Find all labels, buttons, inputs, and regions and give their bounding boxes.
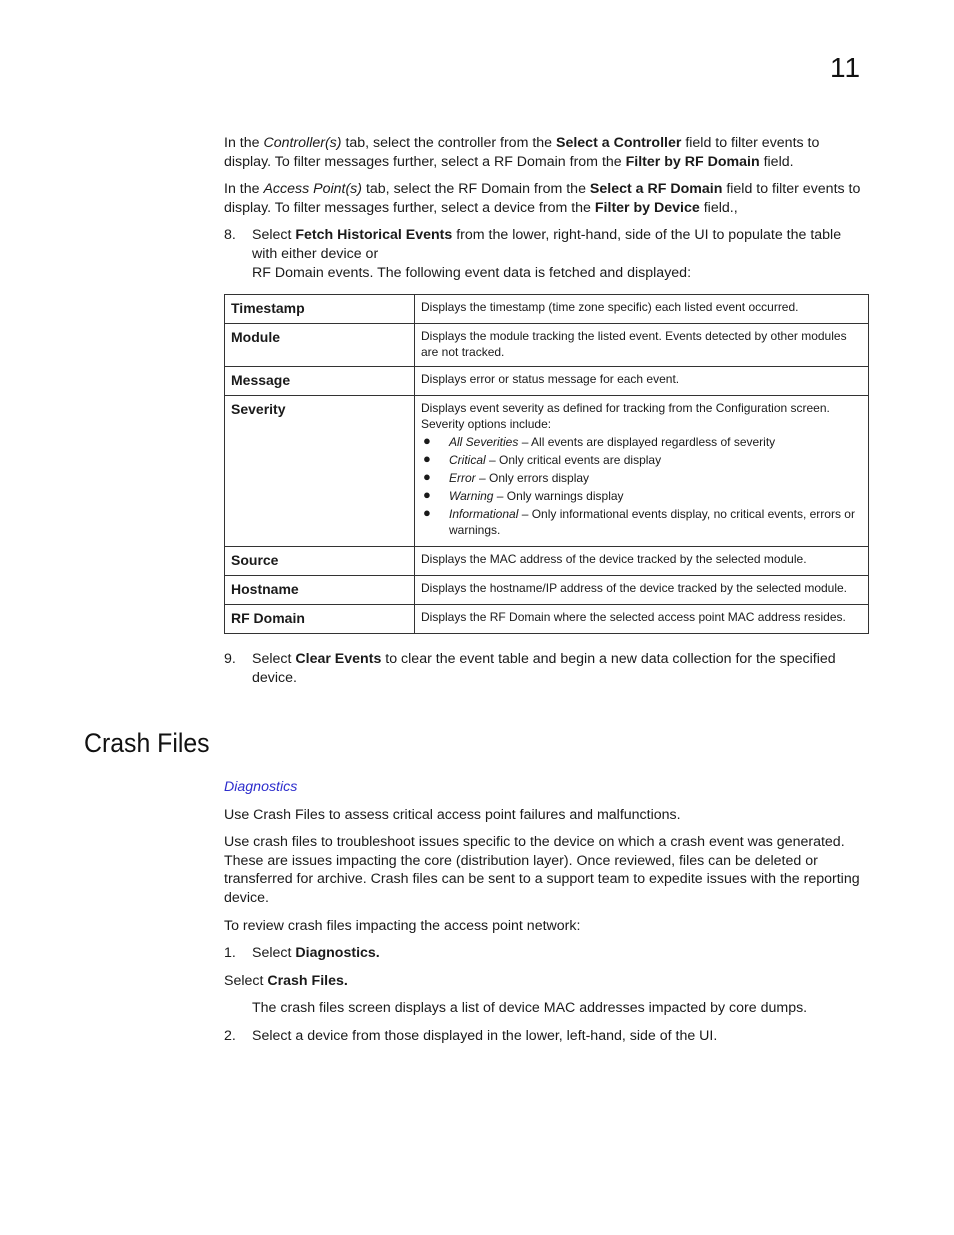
option-text: – Only critical events are display	[485, 453, 662, 468]
term-cell: Source	[225, 547, 415, 576]
text: Select	[252, 227, 296, 244]
ui-label: Clear Events	[295, 651, 382, 668]
text: field to filter events to display. To filter messages further, select a device from the	[224, 181, 861, 216]
section-title: Crash Files	[84, 728, 210, 758]
table-row	[225, 367, 869, 396]
option-name: Warning	[449, 489, 494, 504]
severity-list	[421, 434, 862, 538]
step-number: 2.	[224, 1027, 236, 1044]
term-cell: Hostname	[225, 576, 415, 605]
step-9	[224, 650, 870, 687]
bullet-icon: ●	[423, 505, 431, 521]
text: from the lower, right-hand, side of the UI to populate the table with either device or	[252, 227, 842, 262]
step-text	[252, 944, 870, 963]
option-text: – Only warnings display	[493, 489, 624, 504]
option-text: – Only informational events display, no critical events, errors or warnings.	[449, 507, 855, 538]
text: field.,	[699, 199, 738, 216]
events-content	[224, 134, 870, 696]
intro-paragraph-access-points	[224, 180, 870, 217]
list-item	[421, 506, 862, 538]
crash-files-content	[224, 778, 870, 1055]
step-number: 1.	[224, 945, 236, 962]
field-name: Filter by RF Domain	[625, 153, 760, 170]
option-text: – All events are displayed regardless of severity	[518, 435, 776, 450]
bullet-icon: ●	[423, 469, 431, 485]
ui-label: Fetch Historical Events	[295, 227, 453, 244]
table-row	[225, 576, 869, 605]
text: field.	[759, 153, 794, 170]
option-name: Error	[449, 471, 476, 486]
screen-note: The crash files screen displays a list of device MAC addresses impacted by core dumps.	[252, 1000, 808, 1017]
term-cell: Message	[225, 367, 415, 396]
text: In the	[224, 135, 264, 151]
step-text	[252, 650, 870, 687]
list-item	[421, 434, 862, 450]
text: tab, select the controller from the	[341, 135, 556, 151]
paragraph: To review crash files impacting the access point network:	[224, 917, 581, 934]
table-row	[225, 324, 869, 367]
term-cell: RF Domain	[225, 605, 415, 634]
term-cell: Severity	[225, 396, 415, 547]
option-name: Informational	[449, 507, 519, 522]
diagnostics-link-paragraph	[224, 778, 870, 797]
list-item	[421, 470, 862, 486]
description-cell	[415, 396, 869, 547]
ui-label: Diagnostics.	[295, 945, 380, 962]
list-item	[421, 488, 862, 504]
description-cell: Displays error or status message for each event.	[415, 367, 869, 396]
bullet-icon: ●	[423, 433, 431, 449]
diagnostics-link[interactable]: Diagnostics	[224, 779, 298, 795]
field-name: Filter by Device	[594, 199, 700, 216]
text: Select	[224, 972, 268, 989]
step-text: Select a device from those displayed in the lower, left-hand, side of the UI.	[252, 1027, 718, 1044]
chapter-number: 11	[830, 52, 862, 83]
description-cell: Displays the MAC address of the device tracked by the selected module.	[415, 547, 869, 576]
table-row	[225, 295, 869, 324]
description-cell: Displays the timestamp (time zone specific) each listed event occurred.	[415, 295, 869, 324]
event-data-table	[224, 294, 869, 634]
step-8	[224, 226, 870, 282]
description-cell: Displays the module tracking the listed event. Events detected by other modules are not tracked.	[415, 324, 869, 367]
list-item	[421, 452, 862, 468]
step-number: 9.	[224, 651, 236, 668]
text: Select	[252, 945, 296, 962]
paragraph: Use crash files to troubleshoot issues specific to the device on which a crash event was generated. These are issues impacting the core (distribution layer). Once reviewed, files can be deleted or transferred for archive. Crash files can be sent to a support team to expedite issues with the reporting device.	[224, 834, 860, 906]
option-name: All Severities	[449, 435, 519, 450]
text: to clear the event table and begin a new data collection for the specified device.	[252, 651, 836, 686]
paragraph: Use Crash Files to assess critical access point failures and malfunctions.	[224, 806, 681, 823]
severity-intro: Displays event severity as defined for tracking from the Configuration screen. Severity options include:	[421, 401, 830, 432]
text: RF Domain events. The following event data is fetched and displayed:	[252, 264, 692, 281]
term-cell: Module	[225, 324, 415, 367]
bullet-icon: ●	[423, 451, 431, 467]
table-row	[225, 396, 869, 547]
bullet-icon: ●	[423, 487, 431, 503]
step-number: 8.	[224, 227, 236, 244]
table-row	[225, 547, 869, 576]
step-2	[224, 1027, 870, 1046]
term-cell: Timestamp	[225, 295, 415, 324]
ui-label: Crash Files.	[267, 972, 348, 989]
text: tab, select the RF Domain from the	[362, 181, 590, 198]
intro-paragraph-controllers	[224, 134, 870, 171]
text: In the	[224, 181, 264, 198]
text: Select	[252, 651, 296, 668]
step-1	[224, 944, 870, 963]
option-name: Critical	[449, 453, 486, 468]
tab-name: Access Point(s)	[263, 181, 363, 198]
text: field to filter events to display. To filter messages further, select a RF Domain from the	[224, 135, 820, 170]
field-name: Select a Controller	[556, 135, 682, 151]
option-text: – Only errors display	[475, 471, 590, 486]
tab-name: Controller(s)	[263, 135, 342, 151]
description-cell: Displays the hostname/IP address of the device tracked by the selected module.	[415, 576, 869, 605]
description-cell: Displays the RF Domain where the selected access point MAC address resides.	[415, 605, 869, 634]
select-crash-files	[224, 972, 870, 991]
step-text	[252, 226, 870, 282]
table-row	[225, 605, 869, 634]
field-name: Select a RF Domain	[589, 181, 723, 198]
